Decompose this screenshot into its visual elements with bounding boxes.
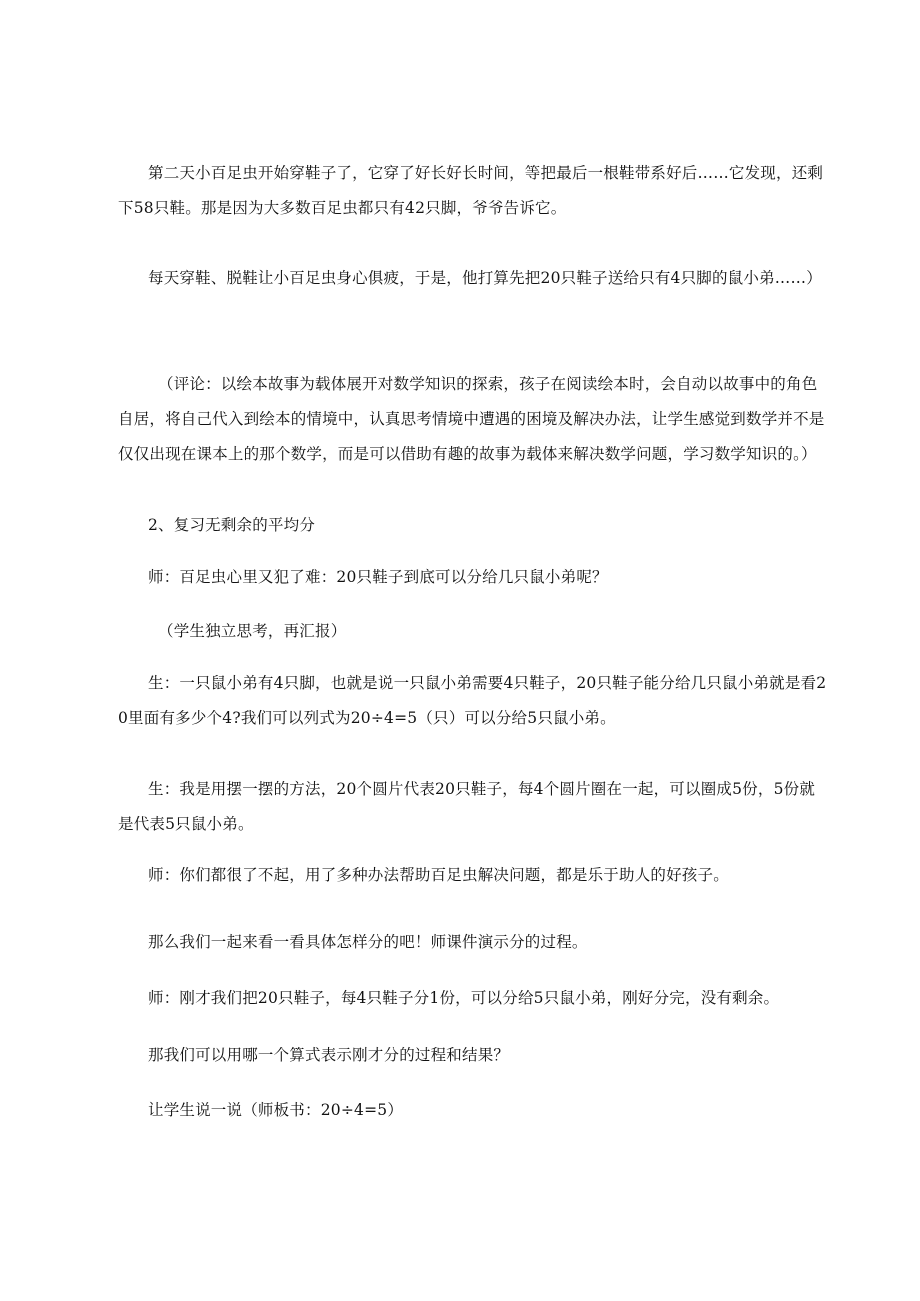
- paragraph-teacher-summary: 师：刚才我们把20只鞋子，每4只鞋子分1份，可以分给5只鼠小弟，刚好分完，没有剩余。: [148, 989, 780, 1007]
- paragraph-story-gift: 每天穿鞋、脱鞋让小百足虫身心俱疲，于是，他打算先把20只鞋子送给只有4只脚的鼠小弟……）: [148, 269, 822, 287]
- paragraph-board-formula: 让学生说一说（师板书：20÷4=5）: [148, 1101, 404, 1119]
- paragraph-commentary: （评论：以绘本故事为载体展开对数学知识的探索，孩子在阅读绘本时，会自动以故事中的角色自居，将自己代入到绘本的情境中，认真思考情境中遭遇的困境及解决办法，让学生感觉到数学并不是仅仅出现在课本上的那个数学，而是可以借助有趣的故事为载体来解决数学问题，学习数学知识的。）: [118, 375, 825, 463]
- paragraph-student-think: （学生独立思考，再汇报）: [158, 622, 347, 640]
- paragraph-demo: 那么我们一起来看一看具体怎样分的吧！师课件演示分的过程。: [148, 933, 588, 951]
- paragraph-student-answer-1: 生：一只鼠小弟有4只脚，也就是说一只鼠小弟需要4只鞋子，20只鞋子能分给几只鼠小弟就是看20里面有多少个4?我们可以列式为20÷4=5（只）可以分给5只鼠小弟。: [118, 674, 827, 727]
- paragraph-formula-question: 那我们可以用哪一个算式表示刚才分的过程和结果？: [148, 1046, 510, 1064]
- section-heading: 2、复习无剩余的平均分: [148, 516, 316, 534]
- paragraph-student-answer-2: 生：我是用摆一摆的方法，20个圆片代表20只鞋子，每4个圆片圈在一起，可以圈成5份，5份就是代表5只鼠小弟。: [118, 780, 816, 833]
- paragraph-teacher-praise: 师：你们都很了不起，用了多种办法帮助百足虫解决问题，都是乐于助人的好孩子。: [148, 866, 729, 884]
- paragraph-teacher-question: 师：百足虫心里又犯了难：20只鞋子到底可以分给几只鼠小弟呢？: [148, 568, 608, 586]
- paragraph-story-shoes: 第二天小百足虫开始穿鞋子了，它穿了好长好长时间，等把最后一根鞋带系好后……它发现，还剩下58只鞋。那是因为大多数百足虫都只有42只脚，爷爷告诉它。: [118, 164, 824, 217]
